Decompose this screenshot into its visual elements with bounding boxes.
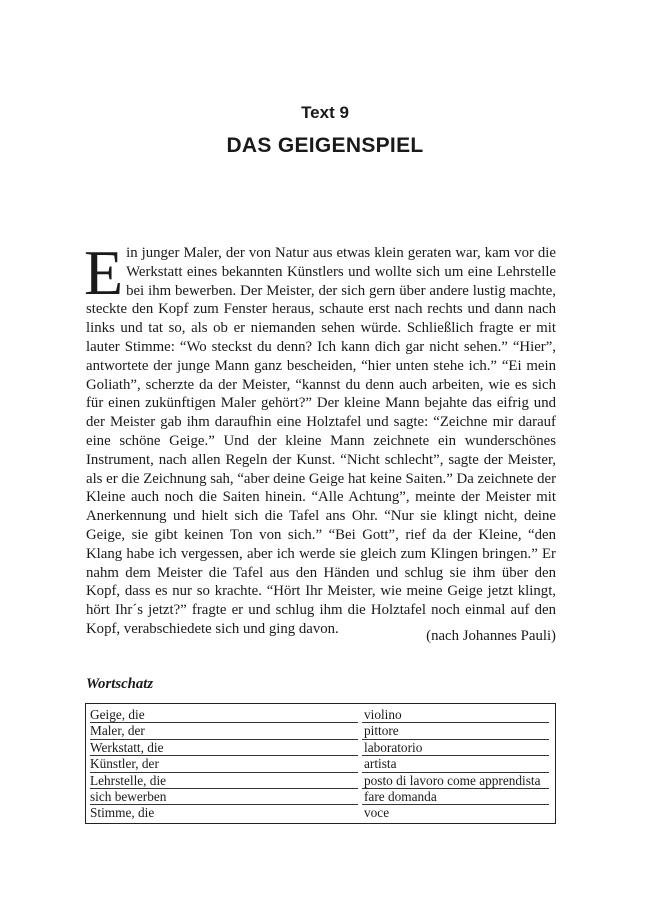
vocabulary-row [90,707,549,723]
italian-translation: violino [362,707,549,723]
italian-translation: laboratorio [362,740,549,756]
german-term: Werkstatt, die [90,740,358,756]
italian-translation: fare domanda [362,789,549,805]
story-body [84,237,556,639]
vocabulary-row [90,723,549,739]
page-title: DAS GEIGENSPIEL [226,134,424,157]
vocabulary-row [90,756,549,772]
vocabulary-row [90,740,549,756]
vocabulary-row [90,789,549,805]
german-term: Geige, die [90,707,358,723]
drop-cap: E [84,237,124,308]
italian-translation: posto di lavoro come apprendista [362,773,549,789]
german-term: Maler, der [90,723,358,739]
source-attribution: (nach Johannes Pauli) [426,628,556,644]
story-paragraph: in junger Maler, der von Natur aus etwas klein geraten war, kam vor die Werkstatt eines bekannten Künstlers und wollte sich um eine Lehrstelle bei ihm bewerben. Der Meister, der sich gern über andere lustig machte, steckte den Kopf zum Fenster heraus, schaute erst nach rechts und dann nach links und tat so, als ob er niemanden sehen würde. Schließlich fragte er mit lauter Stimme: “Wo steckst du denn? Ich kann dich gar nicht sehen.” “Hier”, antwortete der junge Mann ganz bescheiden, “hier unten stehe ich.” “Ei mein Goliath”, scherzte da der Meister, “kannst du denn auch arbeiten, wie es sich für einen zukünftigen Maler gehört?” Der kleine Mann bejahte das eifrig und der Meister gab ihm daraufhin eine Holztafel und sagte: “Zeichne mir darauf eine schöne Geige.” Und der kleine Mann zeichnete ein wunderschönes Instrument, nach allen Regeln der Kunst. “Nicht schlecht”, sagte der Meister, als er die Zeichnung sah, “aber deine Geige hat keine Saiten.” Da zeichnete der Kleine auch noch die Saiten hinein. “Alle Achtung”, meinte der Meister mit Anerkennung und hielt sich die Tafel ans Ohr. “Nur sie klingt nicht, deine Geige, sie gibt keinen Ton von sich.” “Bei Gott”, rief da der Kleine, “den Klang habe ich vergessen, aber ich werde sie gleich zum Klingen bringen.” Er nahm dem Meister die Tafel aus den Händen und schlug sie ihm über den Kopf, dass es nur so krachte. “Hört Ihr Meister, wie meine Geige jetzt klingt, hört Ihr´s jetzt?” fragte er und schlug ihm die Holztafel noch einmal auf den Kopf, verabschiedete sich und ging davon. [86,245,556,637]
german-term: Stimme, die [90,805,155,821]
italian-translation: voce [364,805,390,821]
italian-translation: pittore [362,723,549,739]
german-term: Künstler, der [90,756,358,772]
text-number-label: Text 9 [301,103,349,122]
german-term: sich bewerben [90,789,358,805]
vocabulary-row [90,805,549,821]
italian-translation: artista [362,756,549,772]
vocabulary-table [85,703,556,824]
vocabulary-row [90,773,549,789]
vocabulary-heading: Wortschatz [86,676,154,692]
german-term: Lehrstelle, die [90,773,358,789]
